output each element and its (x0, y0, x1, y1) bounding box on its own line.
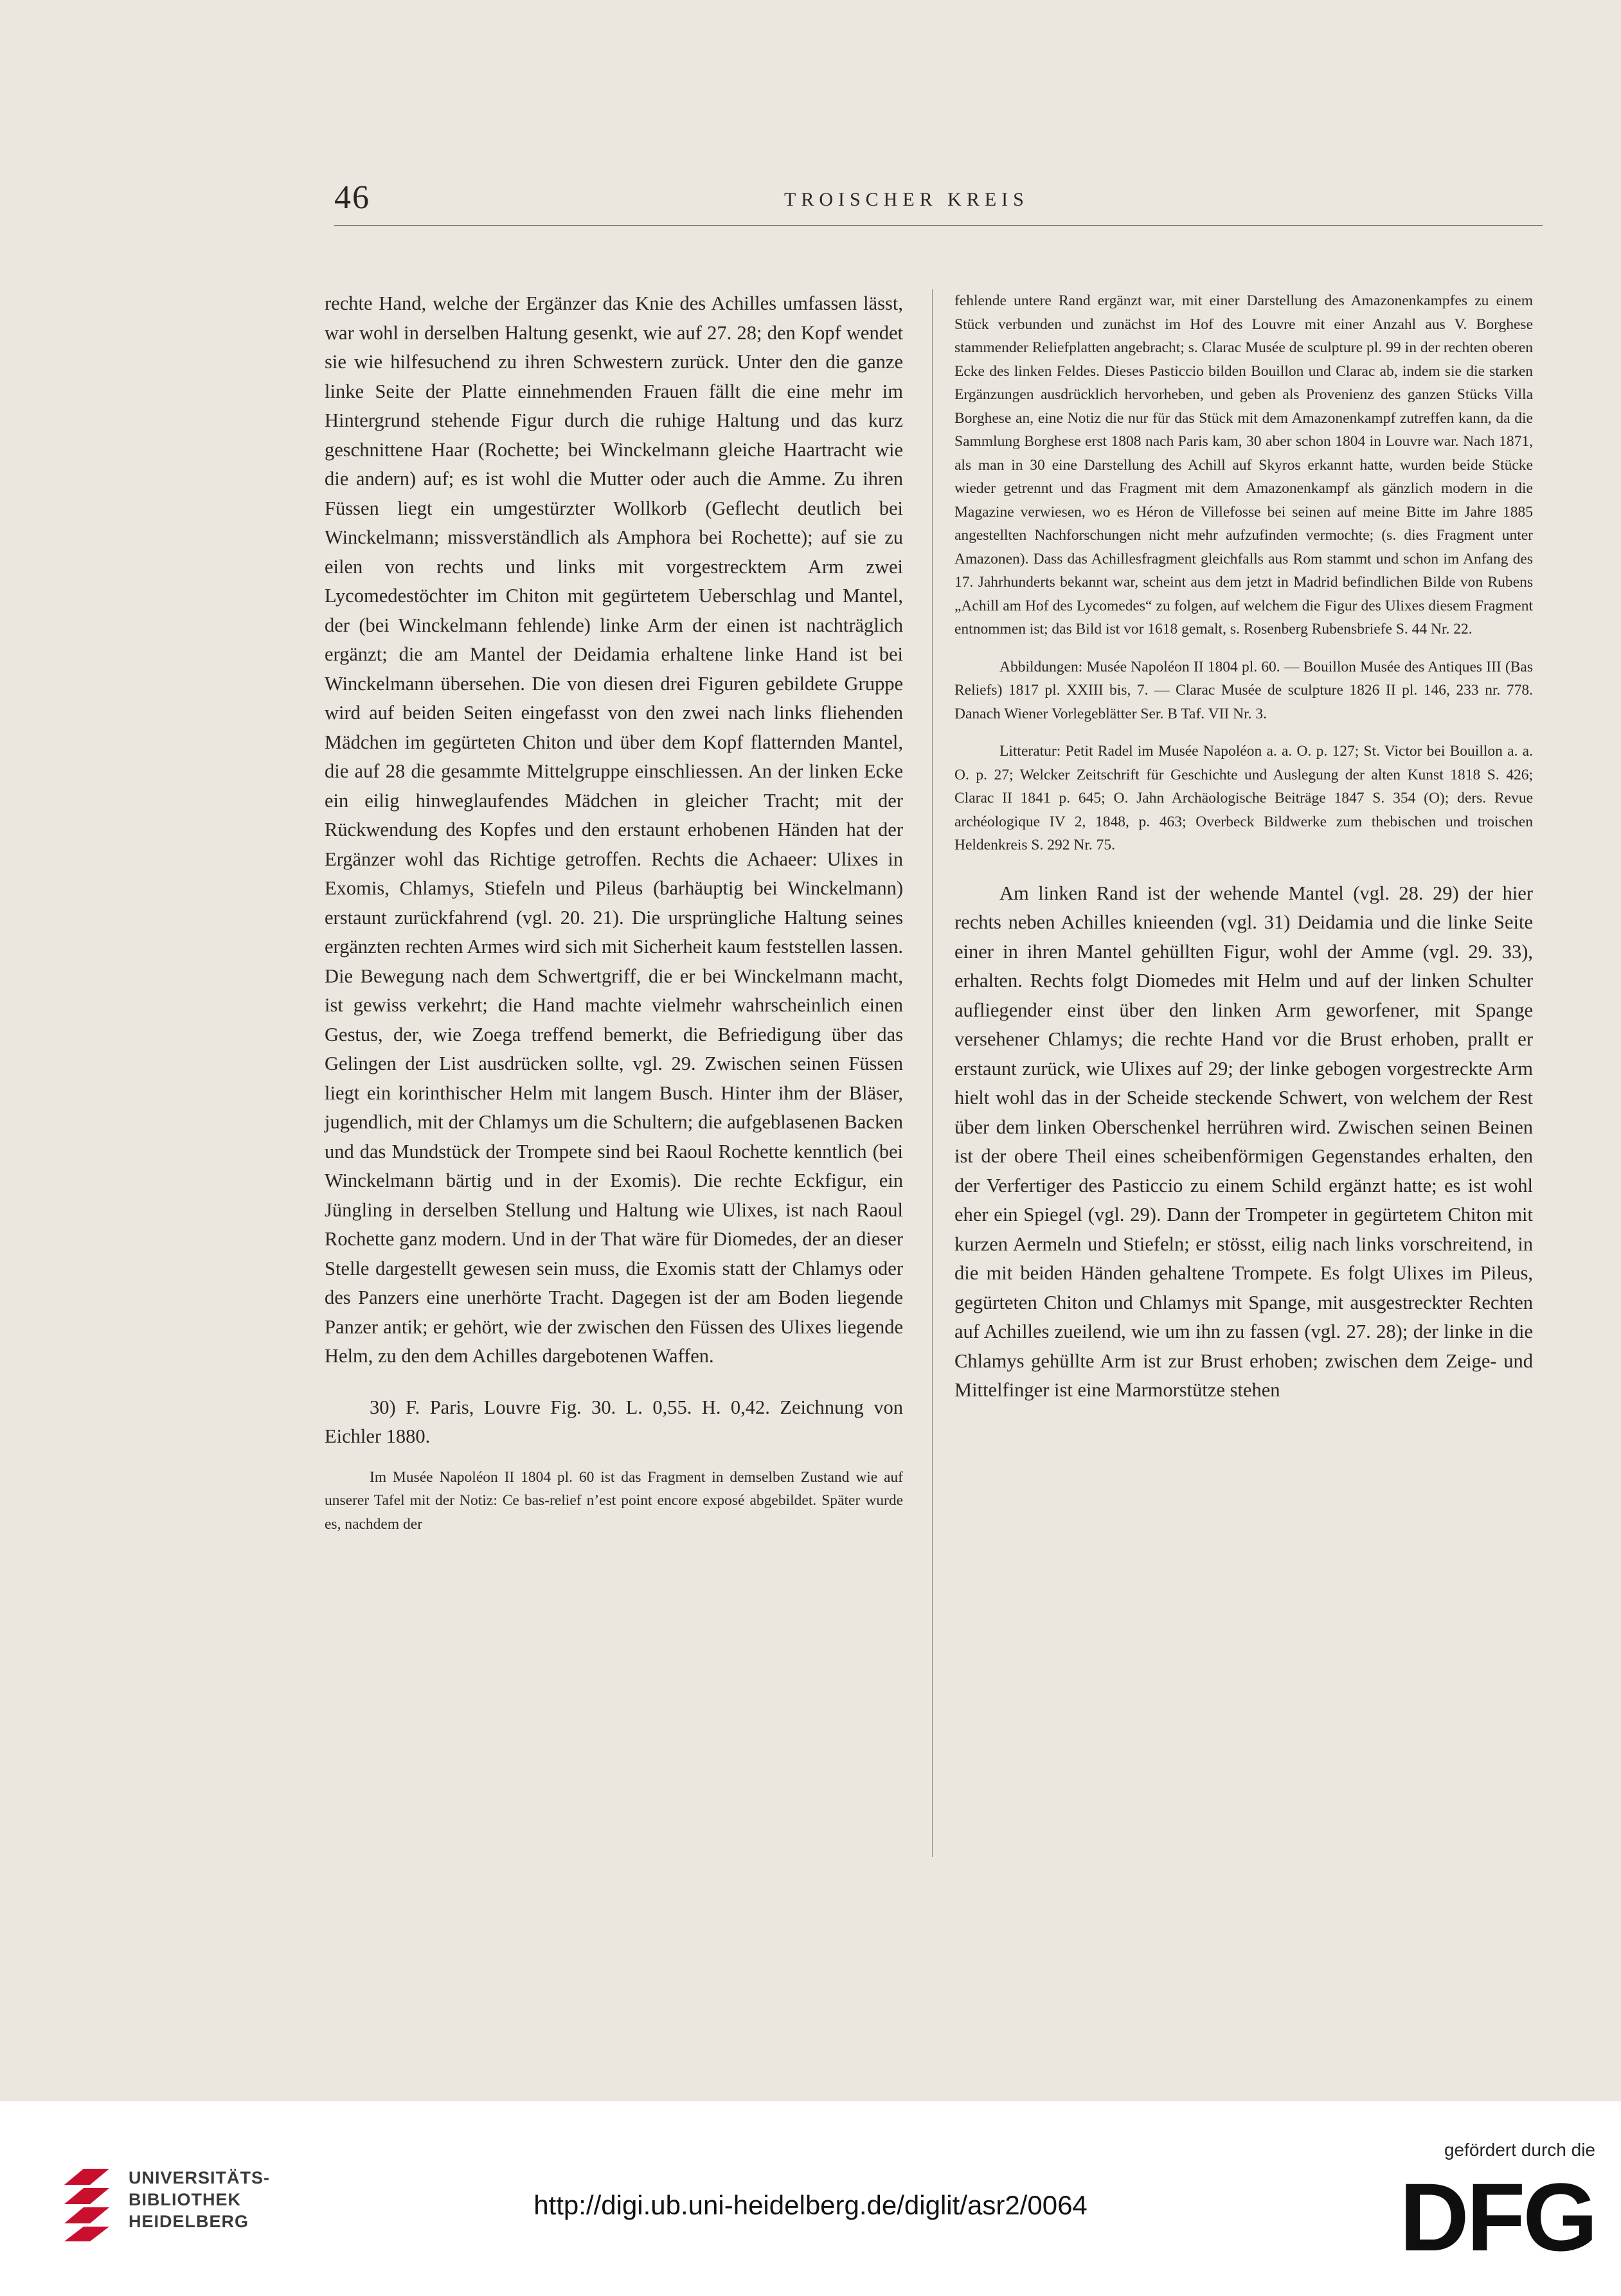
library-name-line: HEIDELBERG (129, 2212, 249, 2231)
body-paragraph: Am linken Rand ist der wehende Mantel (vgl. 28. 29) der hier rechts neben Achilles knieenden (vgl. 31) Deidamia und die linke Seite einer in ihren Mantel gehüllten Figur, wohl der Amme (vgl. 29. 33), erhalten. Rechts folgt Diomedes mit Helm und auf der linken Schulter aufliegender einst über den linken Arm geworfener, mit Spange versehener Chlamys; die rechte Hand vor die Brust erhoben, prallt er erstaunt zurück, wie Ulixes auf 29; der linke gebogen vorgestreckte Arm hielt wohl das in der Scheide steckende Schwert, von welchem der Rest über dem linken Oberschenkel herrühren wird. Zwischen seinen Beinen ist der obere Theil eines scheibenförmigen Gegenstandes erhalten, den der Verfertiger des Pasticcio zu einem Schild ergänzt hatte; es ist wohl eher ein Spiegel (vgl. 29). Dann der Trompeter in gegürtetem Chiton mit kurzen Aermeln und Stiefeln; er stösst, eilig nach links vorschreitend, in die mit beiden Händen gehaltene Trompete. Es folgt Ulixes im Pileus, gegürteten Chiton und Chlamys mit Spange, mit ausgestreckter Rechten auf Achilles zueilend, wie um ihn zu fassen (vgl. 27. 28); der linke in die Chlamys gehüllte Arm ist zur Brust erhoben; zwischen dem Zeige- und Mittelfinger ist eine Marmorstütze stehen (954, 882, 1533, 1401)
literature-paragraph: Litteratur: Petit Radel im Musée Napoléon a. a. O. p. 127; St. Victor bei Bouillon a. a. O. p. 27; Welcker Zeitschrift für Geschichte und Auslegung der alten Kunst 1818 S. 426; Clarac II 1841 p. 645; O. Jahn Archäologische Beiträge 1847 S. 354 (O); ders. Revue archéologique IV 2, 1848, p. 463; Overbeck Bildwerke zum thebischen und troischen Heldenkreis S. 292 Nr. 75. (954, 743, 1533, 853)
catalogue-entry: 30) F. Paris, Louvre Fig. 30. L. 0,55. H. 0,42. Zeichnung von Eichler 1880. (325, 1396, 903, 1447)
running-title: TROISCHER KREIS (784, 189, 1029, 210)
funding-label: gefördert durch die (1444, 2140, 1595, 2160)
right-column (954, 289, 1533, 1405)
footer-bar (0, 2101, 1621, 2296)
body-paragraph: rechte Hand, welche der Ergänzer das Knie des Achilles umfassen lässt, war wohl in derselben Haltung gesenkt, wie auf 27. 28; den Kopf wendet sie wie hilfesuchend zu ihren Schwestern zurück. Unter den die ganze linke Seite der Platte einnehmenden Frauen fällt die eine mehr im Hintergrund stehende Figur durch die ruhige Haltung und das kurz geschnittene Haar (Rochette; bei Winckelmann gleiche Haartracht wie die andern) auf; es ist wohl die Mutter oder auch die Amme. Zu ihren Füssen liegt ein umgestürzter Wollkorb (Geflecht deutlich bei Winckelmann; missverständlich als Amphora bei Rochette); auf sie zu eilen von rechts und links mit vorgestrecktem Arm zwei Lycomedestöchter im Chiton mit gegürtetem Ueberschlag und Mantel, der (bei Winckelmann fehlende) linke Arm der einen ist nachträglich ergänzt; die am Mantel der Deidamia erhaltene linke Hand ist bei Winckelmann übersehen. Die von diesen drei Figuren gebildete Gruppe wird auf beiden Seiten eingefasst von den zwei nach links fliehenden Mädchen im gegürteten Chiton und über dem Kopf flatternden Mantel, die auf 28 die gesammte Mittelgruppe einschliessen. An der linken Ecke ein eilig hinweglaufendes Mädchen in gleicher Tracht; mit der Rückwendung des Kopfes und den erstaunt erhobenen Händen hat der Ergänzer wohl das Richtige getroffen. Rechts die Achaeer: Ulixes in Exomis, Chlamys, Stiefeln und Pileus (barhäuptig bei Winckelmann) erstaunt zurückfahrend (vgl. 20. 21). Die ursprüngliche Haltung seines ergänzten rechten Armes wird sich mit Sicherheit kaum feststellen lassen. Die Bewegung nach dem Schwertgriff, die er bei Winckelmann macht, ist gewiss verkehrt; die Hand machte vielmehr wahrscheinlich einen Gestus, der, wie Zoega treffend bemerkt, die Befriedigung über das Gelingen der List ausdrücken sollte, vgl. 29. Zwischen seinen Füssen liegt ein korinthischer Helm mit langem Busch. Hinter ihm der Bläser, jugendlich, mit der Chlamys um die Schultern; die aufgeblasenen Backen und das Mundstück der Trompete sind bei Raoul Rochette kenntlich (bei Winckelmann bärtig und in der Exomis). Die rechte Eckfigur, ein Jüngling in derselben Stellung und Haltung wie Ulixes, ist nach Raoul Rochette ganz modern. Und in der That wäre für Diomedes, der an dieser Stelle dargestellt gewesen sein muss, die Exomis statt der Chlamys oder des Panzers eine unerhörte Tracht. Dagegen ist der am Boden liegende Panzer antik; er gehört, wie der zwischen den Füssen des Ulixes liegende Helm, zu den dem Achilles dargebotenen Waffen. (325, 292, 903, 1367)
library-name-line: BIBLIOTHEK (129, 2190, 241, 2209)
running-head (334, 179, 1543, 217)
left-column (325, 289, 903, 1536)
library-name-line: UNIVERSITÄTS- (129, 2168, 271, 2187)
dfg-logo: DFG (1399, 2163, 1595, 2271)
note-paragraph: fehlende untere Rand ergänzt war, mit einer Darstellung des Amazonenkampfes zu einem Stück verbunden und zunächst im Hof des Louvre mit einer Anzahl aus V. Borghese stammender Reliefplatten angebracht; s. Clarac Musée de sculpture pl. 99 in der rechten oberen Ecke des linken Feldes. Dieses Pasticcio bilden Bouillon und Clarac ab, indem sie die starken Ergänzungen ausdrücklich hervorheben, und geben als Provenienz des ganzen Stücks Villa Borghese an, eine Notiz die nur für das Stück mit dem Amazonenkampf zutreffen kann, da die Sammlung Borghese erst 1808 nach Paris kam, 30 aber schon 1804 in Louvre war. Nach 1871, als man in 30 eine Darstellung des Achill auf Skyros erkannt hatte, wurden beide Stücke wieder getrennt und das Fragment mit dem Amazonenkampf als gänzlich modern in die Magazine verwiesen, wo es Héron de Villefosse bei seinen auf meine Bitte im Jahre 1885 angestellten Nachforschungen nicht mehr aufzufinden vermochte; (s. dies Fragment unter Amazonen). Dass das Achillesfragment gleichfalls aus Rom stammt und schon im Anfang des 17. Jahrhunderts bekannt war, scheint aus dem jetzt in Madrid befindlichen Bilde von Rubens „Achill am Hof des Lycomedes“ zu folgen, auf welchem die Figur des Ulixes diesem Fragment entnommen ist; das Bild ist vor 1618 gemalt, s. Rosenberg Rubensbriefe S. 44 Nr. 22. (954, 292, 1533, 637)
header-rule (334, 225, 1543, 226)
permalink-url[interactable]: http://digi.ub.uni-heidelberg.de/diglit/asr2/0064 (533, 2190, 1088, 2220)
illustrations-paragraph: Abbildungen: Musée Napoléon II 1804 pl. 60. — Bouillon Musée des Antiques III (Bas Reliefs) 1817 pl. XXIII bis, 7. — Clarac Musée de sculpture 1826 II pl. 146, 233 nr. 778. Danach Wiener Vorlegeblätter Ser. B Taf. VII Nr. 3. (954, 658, 1533, 722)
page-number: 46 (334, 179, 370, 216)
note-paragraph: Im Musée Napoléon II 1804 pl. 60 ist das Fragment in demselben Zustand wie auf unserer Tafel mit der Notiz: Ce bas-relief n’est point encore exposé abgebildet. Später wurde es, nachdem der (325, 1468, 903, 1533)
column-divider (932, 289, 933, 1857)
